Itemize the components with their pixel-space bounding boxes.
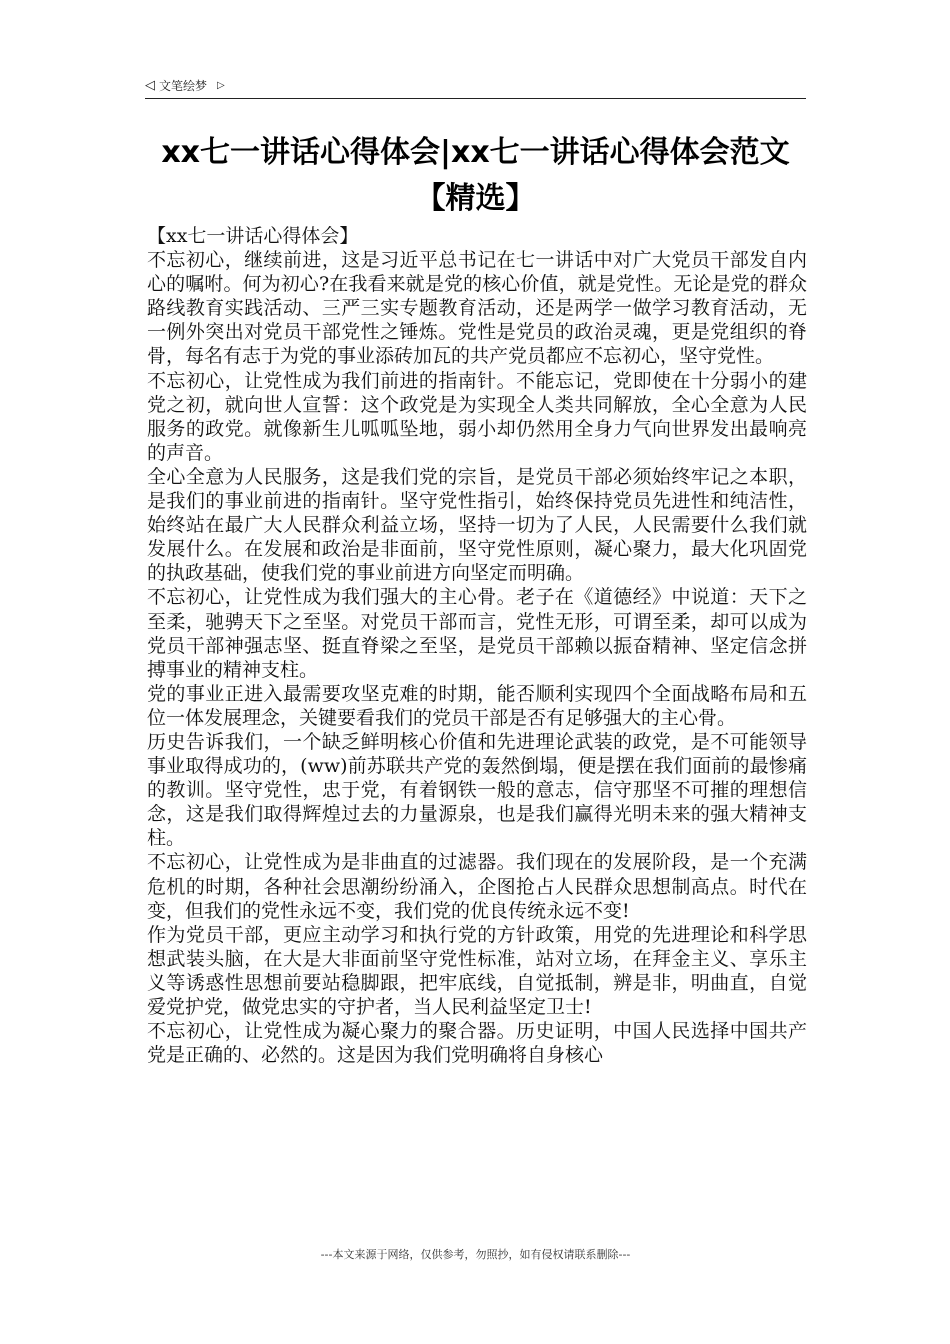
paragraph-0: 【xx七一讲话心得体会】 xyxy=(147,225,359,247)
paragraph-3: 全心全意为人民服务，这是我们党的宗旨，是党员干部必须始终牢记之本职，是我们的事业前进的指南针。坚守党性指引，始终保持党员先进性和纯洁性，始终站在最广大人民群众利益立场，坚持一切为了人民，人民需要什么我们就发展什么。在发展和政治是非面前，坚守党性原则，凝心聚力，最大化巩固党的执政基础，使我们党的事业前进方向坚定而明确。 xyxy=(147,465,807,585)
header-brand xyxy=(145,77,225,94)
paragraph-6: 历史告诉我们，一个缺乏鲜明核心价值和先进理论武装的政党，是不可能领导事业取得成功的，(ww)前苏联共产党的轰然倒塌，便是摆在我们面前的最惨痛的教训。坚守党性，忠于党，有着钢铁一般的意志，信守那坚不可摧的理想信念，这是我们取得辉煌过去的力量源泉，也是我们赢得光明未来的强大精神支柱。 xyxy=(147,730,807,850)
triangle-left-icon: ◁ xyxy=(145,77,155,93)
page-header xyxy=(145,72,806,99)
document-title: xx七一讲话心得体会|xx七一讲话心得体会范文【精选】 xyxy=(161,135,790,216)
paragraph-4: 不忘初心，让党性成为我们强大的主心骨。老子在《道德经》中说道：天下之至柔，驰骋天下之至坚。对党员干部而言，党性无形，可谓至柔，却可以成为党员干部神强志坚、挺直脊梁之至坚，是党员干部赖以振奋精神、坚定信念拼搏事业的精神支柱。 xyxy=(147,586,807,681)
triangle-right-icon: ▷ xyxy=(217,79,225,91)
paragraph-9: 不忘初心，让党性成为凝心聚力的聚合器。历史证明，中国人民选择中国共产党是正确的、必然的。这是因为我们党明确将自身核心 xyxy=(147,1020,807,1067)
paragraph-5: 党的事业正进入最需要攻坚克难的时期，能否顺利实现四个全面战略布局和五位一体发展理念，关键要看我们的党员干部是否有足够强大的主心骨。 xyxy=(147,682,807,729)
brand-text: 文笔绘梦 xyxy=(159,79,208,93)
paragraph-1: 不忘初心，继续前进，这是习近平总书记在七一讲话中对广大党员干部发自内心的嘱咐。何为初心?在我看来就是党的核心价值，就是党性。无论是党的群众路线教育实践活动、三严三实专题教育活动，还是两学一做学习教育活动，无一例外突出对党员干部党性之锤炼。党性是党员的政治灵魂，更是党组织的脊骨，每名有志于为党的事业添砖加瓦的共产党员都应不忘初心，坚守党性。 xyxy=(147,249,807,368)
document-body xyxy=(147,224,807,1067)
paragraph-2: 不忘初心，让党性成为我们前进的指南针。不能忘记，党即使在十分弱小的建党之初，就向世人宣誓：这个政党是为实现全人类共同解放，全心全意为人民服务的政党。就像新生儿呱呱坠地，弱小却仍然用全身力气向世界发出最响亮的声音。 xyxy=(147,369,807,464)
footer-notice: ---本文来源于网络，仅供参考，勿照抄，如有侵权请联系删除--- xyxy=(320,1248,631,1261)
paragraph-7: 不忘初心，让党性成为是非曲直的过滤器。我们现在的发展阶段，是一个充满危机的时期，各种社会思潮纷纷涌入，企图抢占人民群众思想制高点。时代在变，但我们的党性永远不变，我们党的优良传统永远不变! xyxy=(147,851,807,922)
paragraph-8: 作为党员干部，更应主动学习和执行党的方针政策，用党的先进理论和科学思想武装头脑，在大是大非面前坚守党性标准，站对立场，在拜金主义、享乐主义等诱惑性思想前要站稳脚跟，把牢底线，自觉抵制，辨是非，明曲直，自觉爱党护党，做党忠实的守护者，当人民利益坚定卫士! xyxy=(147,923,807,1018)
